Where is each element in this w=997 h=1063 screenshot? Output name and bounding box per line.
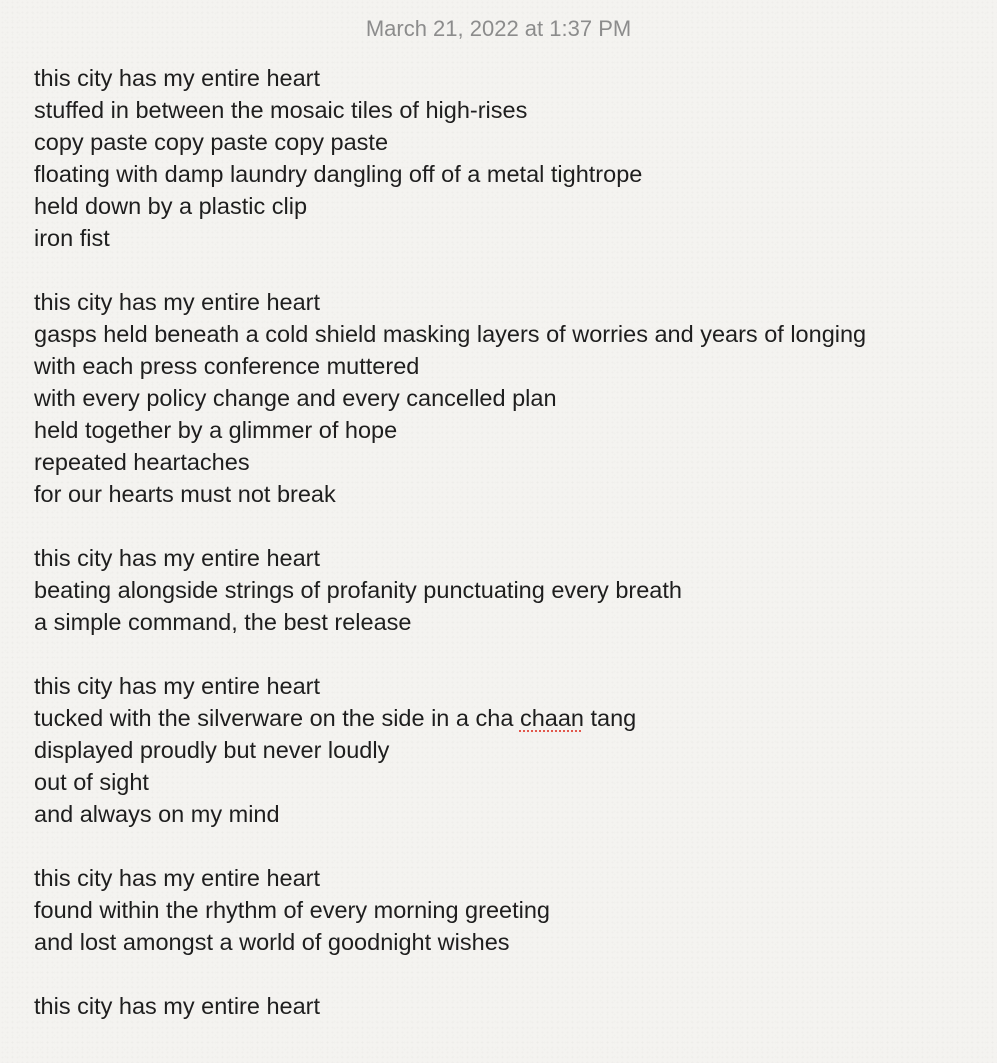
text-line[interactable]: floating with damp laundry dangling off of a metal tightrope bbox=[34, 161, 643, 187]
blank-line[interactable] bbox=[34, 830, 984, 862]
text-line[interactable]: beating alongside strings of profanity punctuating every breath bbox=[34, 577, 682, 603]
blank-line[interactable] bbox=[34, 958, 984, 990]
text-line[interactable]: and always on my mind bbox=[34, 801, 280, 827]
text-line[interactable]: gasps held beneath a cold shield masking layers of worries and years of longing bbox=[34, 321, 867, 347]
text-segment: tucked with the silverware on the side in a cha bbox=[34, 705, 520, 731]
text-line[interactable]: displayed proudly but never loudly bbox=[34, 737, 390, 763]
text-line[interactable]: this city has my entire heart bbox=[34, 65, 321, 91]
note-timestamp: March 21, 2022 at 1:37 PM bbox=[365, 16, 632, 41]
stanza bbox=[34, 990, 984, 1022]
text-line[interactable]: this city has my entire heart bbox=[34, 993, 321, 1019]
text-line[interactable]: out of sight bbox=[34, 769, 149, 795]
stanza bbox=[34, 286, 984, 510]
text-line[interactable]: repeated heartaches bbox=[34, 449, 250, 475]
blank-line[interactable] bbox=[34, 638, 984, 670]
blank-line[interactable] bbox=[34, 254, 984, 286]
text-line[interactable]: with each press conference muttered bbox=[34, 353, 420, 379]
text-line[interactable]: this city has my entire heart bbox=[34, 289, 321, 315]
blank-line[interactable] bbox=[34, 510, 984, 542]
note-body[interactable] bbox=[34, 62, 984, 1022]
text-line[interactable]: with every policy change and every cancelled plan bbox=[34, 385, 557, 411]
text-line[interactable] bbox=[34, 702, 984, 734]
text-line[interactable]: copy paste copy paste copy paste bbox=[34, 129, 389, 155]
text-line[interactable]: held down by a plastic clip bbox=[34, 193, 308, 219]
text-line[interactable]: and lost amongst a world of goodnight wishes bbox=[34, 929, 510, 955]
text-line[interactable]: for our hearts must not break bbox=[34, 481, 336, 507]
text-line[interactable]: this city has my entire heart bbox=[34, 673, 321, 699]
spellcheck-flagged-word[interactable]: chaan bbox=[519, 705, 584, 731]
text-line[interactable]: held together by a glimmer of hope bbox=[34, 417, 398, 443]
text-line[interactable]: this city has my entire heart bbox=[34, 865, 321, 891]
text-segment: tang bbox=[583, 705, 637, 731]
stanza bbox=[34, 670, 984, 830]
text-line[interactable]: a simple command, the best release bbox=[34, 609, 412, 635]
stanza bbox=[34, 62, 984, 254]
text-line[interactable]: stuffed in between the mosaic tiles of high-rises bbox=[34, 97, 528, 123]
text-line[interactable]: found within the rhythm of every morning greeting bbox=[34, 897, 550, 923]
stanza bbox=[34, 862, 984, 958]
stanza bbox=[34, 542, 984, 638]
text-line[interactable]: iron fist bbox=[34, 225, 110, 251]
text-line[interactable]: this city has my entire heart bbox=[34, 545, 321, 571]
